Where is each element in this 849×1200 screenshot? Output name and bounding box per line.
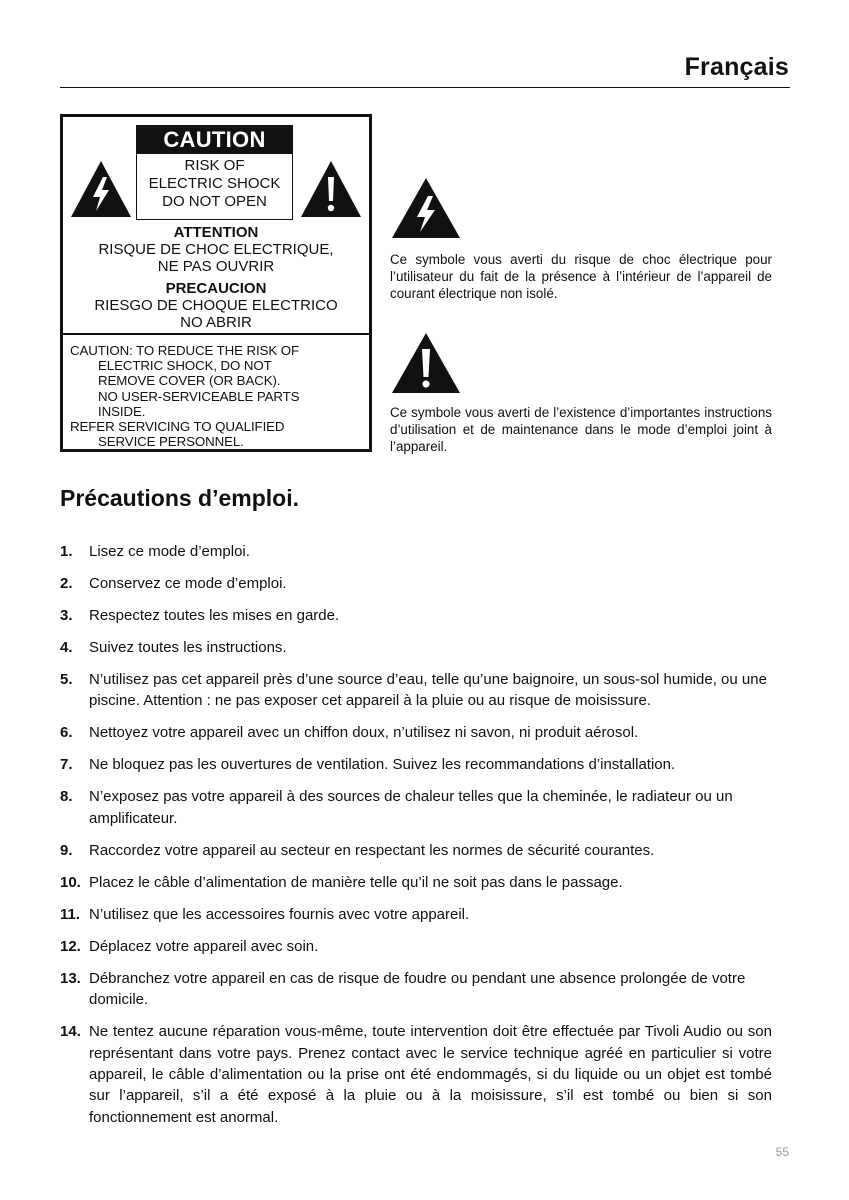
item-number: 1.	[60, 543, 73, 560]
caution-warning-text	[70, 343, 366, 449]
list-item	[60, 968, 772, 1011]
item-number: 7.	[60, 756, 73, 774]
item-number: 12.	[60, 937, 81, 955]
list-item	[60, 722, 772, 743]
caution-panel-line: DO NOT OPEN	[162, 193, 267, 210]
page-number: 55	[775, 1145, 789, 1159]
caution-label	[60, 114, 372, 452]
item-text: Raccordez votre appareil au secteur en respectant les normes de sécurité courantes.	[89, 841, 655, 859]
list-item	[60, 541, 772, 562]
item-text: Lisez ce mode d’emploi.	[89, 543, 250, 560]
list-item	[60, 936, 772, 957]
exclamation-warning-icon	[299, 159, 363, 219]
item-text: Respectez toutes les mises en garde.	[89, 607, 340, 624]
warning-line: INSIDE.	[98, 403, 146, 419]
list-item	[60, 904, 772, 925]
header-divider	[60, 87, 790, 88]
item-text: Ne bloquez pas les ouvertures de ventilation. Suivez les recommandations d’installation.	[89, 756, 676, 774]
item-text: Ne tentez aucune réparation vous-même, toute intervention doit être effectuée par Tivoli Audio ou son représentant dans votre pays. Prenez contact avec le service technique agréé en particulier si votre appareil, le câble d’alimentation ou la prise ont été endommagés, si du liquide ou un objet est tombé sur l’appareil, s’il a été exposé à la pluie ou à la moisissure, s’il est tombé ou bien si son fonctionnement est anormal.	[89, 1023, 772, 1126]
list-item	[60, 872, 772, 893]
item-text: Conservez ce mode d’emploi.	[89, 575, 287, 592]
item-number: 6.	[60, 724, 73, 742]
item-number: 13.	[60, 969, 81, 987]
lightning-symbol-description: Ce symbole vous averti du risque de choc électrique pour l’utilisateur du fait de la présence à l’intérieur de l’appareil de courant électrique non isolé.	[390, 252, 772, 301]
caution-label-top	[63, 117, 369, 333]
list-item	[60, 573, 772, 594]
item-text: Suivez toutes les instructions.	[89, 639, 287, 656]
item-number: 10.	[60, 873, 81, 891]
warning-line: REFER SERVICING TO QUALIFIED	[70, 419, 285, 435]
warning-line: REMOVE COVER (OR BACK).	[98, 373, 281, 389]
warning-line: CAUTION: TO REDUCE THE RISK OF	[70, 343, 299, 358]
item-text: N’utilisez pas cet appareil près d’une source d’eau, telle qu’une baignoire, un sous-sol humide, ou une piscine. Attention : ne pas exposer cet appareil à la pluie ou au risque de moisissure.	[89, 671, 767, 710]
caution-title: CAUTION	[137, 126, 292, 154]
attention-line: NE PAS OUVRIR	[157, 258, 275, 275]
list-item	[60, 754, 772, 775]
caution-divider	[63, 333, 369, 335]
item-text: N’exposez pas votre appareil à des sources de chaleur telles que la cheminée, le radiateur ou un amplificateur.	[89, 788, 733, 827]
list-item	[60, 637, 772, 658]
item-text: N’utilisez que les accessoires fournis avec votre appareil.	[89, 905, 470, 923]
item-number: 5.	[60, 671, 73, 688]
precaucion-line: NO ABRIR	[180, 314, 252, 331]
list-item	[60, 605, 772, 626]
caution-panel	[136, 125, 293, 220]
attention-block	[63, 224, 369, 275]
caution-panel-text	[137, 154, 292, 211]
item-text: Nettoyez votre appareil avec un chiffon doux, n’utilisez ni savon, ni produit aérosol.	[89, 724, 639, 742]
warning-line: NO USER-SERVICEABLE PARTS	[98, 388, 300, 404]
lightning-warning-icon	[69, 159, 133, 219]
list-item	[60, 669, 772, 712]
warning-line: SERVICE PERSONNEL.	[98, 434, 244, 450]
item-text: Placez le câble d’alimentation de manière telle qu’il ne soit pas dans le passage.	[89, 873, 623, 891]
item-number: 4.	[60, 639, 73, 656]
item-number: 3.	[60, 607, 73, 624]
item-number: 14.	[60, 1023, 81, 1041]
caution-panel-line: ELECTRIC SHOCK	[148, 175, 281, 192]
item-text: Déplacez votre appareil avec soin.	[89, 937, 319, 955]
item-text: Débranchez votre appareil en cas de risque de foudre ou pendant une absence prolongée de votre domicile.	[89, 969, 746, 1009]
lightning-warning-icon	[390, 176, 462, 240]
item-number: 8.	[60, 788, 73, 806]
precaucion-block	[63, 280, 369, 331]
item-number: 9.	[60, 841, 73, 859]
precaucion-line: RIESGO DE CHOQUE ELECTRICO	[94, 297, 338, 314]
caution-panel-line: RISK OF	[184, 157, 245, 174]
exclamation-symbol-description: Ce symbole vous averti de l’existence d’importantes instructions d’utilisation et de maintenance dans le mode d’emploi joint à l’appareil.	[390, 405, 772, 454]
precautions-list	[60, 541, 772, 1139]
list-item	[60, 840, 772, 861]
section-title: Précautions d’emploi.	[60, 485, 299, 511]
warning-line: ELECTRIC SHOCK, DO NOT	[98, 358, 272, 374]
exclamation-warning-icon	[390, 331, 462, 395]
list-item	[60, 1021, 772, 1128]
precaucion-title: PRECAUCION	[165, 280, 267, 297]
item-number: 11.	[60, 905, 81, 923]
language-header: Français	[684, 53, 789, 81]
attention-line: RISQUE DE CHOC ELECTRIQUE,	[98, 241, 334, 258]
attention-title: ATTENTION	[173, 224, 259, 241]
item-number: 2.	[60, 575, 73, 592]
list-item	[60, 786, 772, 829]
